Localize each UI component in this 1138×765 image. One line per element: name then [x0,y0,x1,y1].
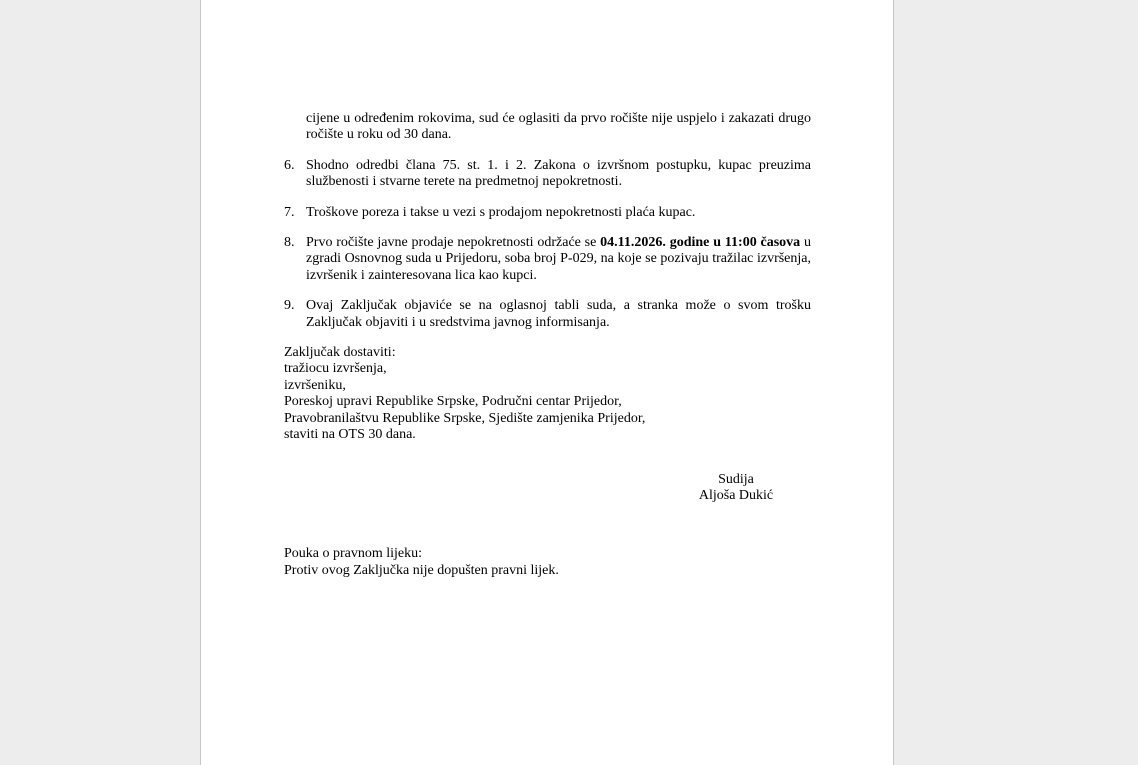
item-text: cijene u određenim rokovima, sud će oglasiti da prvo ročište nije uspjelo i zakazati drugo ročište u roku od 30 dana. [306,111,811,143]
item-number: 9. [284,298,295,314]
list-item-8 [284,235,811,284]
distribution-line: Poreskoj upravi Republike Srpske, Područni centar Prijedor, [284,394,622,410]
legal-remedy-block [284,546,811,579]
distribution-line: staviti na OTS 30 dana. [284,427,416,443]
judge-title: Sudija [718,471,754,487]
item-text-after: u zgradi Osnovnog suda u Prijedoru, soba broj P-029, na koje se pozivaju tražilac izvršenja, izvršenik i zainteresovana lica kao kupci. [306,235,812,283]
judge-signature-block [284,472,811,505]
document-body [284,111,811,579]
distribution-block [284,345,811,443]
item-number: 6. [284,157,295,173]
item-number: 7. [284,204,295,220]
distribution-line: Pravobranilaštvu Republike Srpske, Sjedište zamjenika Prijedor, [284,410,646,426]
item-number: 8. [284,235,295,251]
item-text-before: Prvo ročište javne prodaje nepokretnosti održaće se [306,235,601,251]
list-item-9 [284,298,811,331]
list-item-6 [284,158,811,191]
item-text [306,235,811,284]
legal-remedy-heading: Pouka o pravnom lijeku: [284,546,423,562]
list-item-continuation [306,111,811,144]
document-page [200,0,894,765]
judge-name: Aljoša Dukić [698,487,774,503]
hearing-date: 04.11.2026. godine u 11:00 časova [600,235,801,251]
item-text: Ovaj Zaključak objaviće se na oglasnoj tabli suda, a stranka može o svom trošku Zaključak objaviti i u sredstvima javnog informisanja. [306,298,811,330]
legal-remedy-text: Protiv ovog Zaključka nije dopušten pravni lijek. [284,562,559,578]
item-text: Shodno odredbi člana 75. st. 1. i 2. Zakona o izvršnom postupku, kupac preuzima službenosti i stvarne terete na predmetnoj nepokretnosti. [306,157,811,190]
item-text: Troškove poreza i takse u vezi s prodajom nepokretnosti plaća kupac. [306,204,696,220]
distribution-line: izvršeniku, [284,377,346,393]
distribution-line: tražiocu izvršenja, [284,361,387,377]
distribution-heading: Zaključak dostaviti: [284,345,396,361]
list-item-7 [284,205,811,221]
